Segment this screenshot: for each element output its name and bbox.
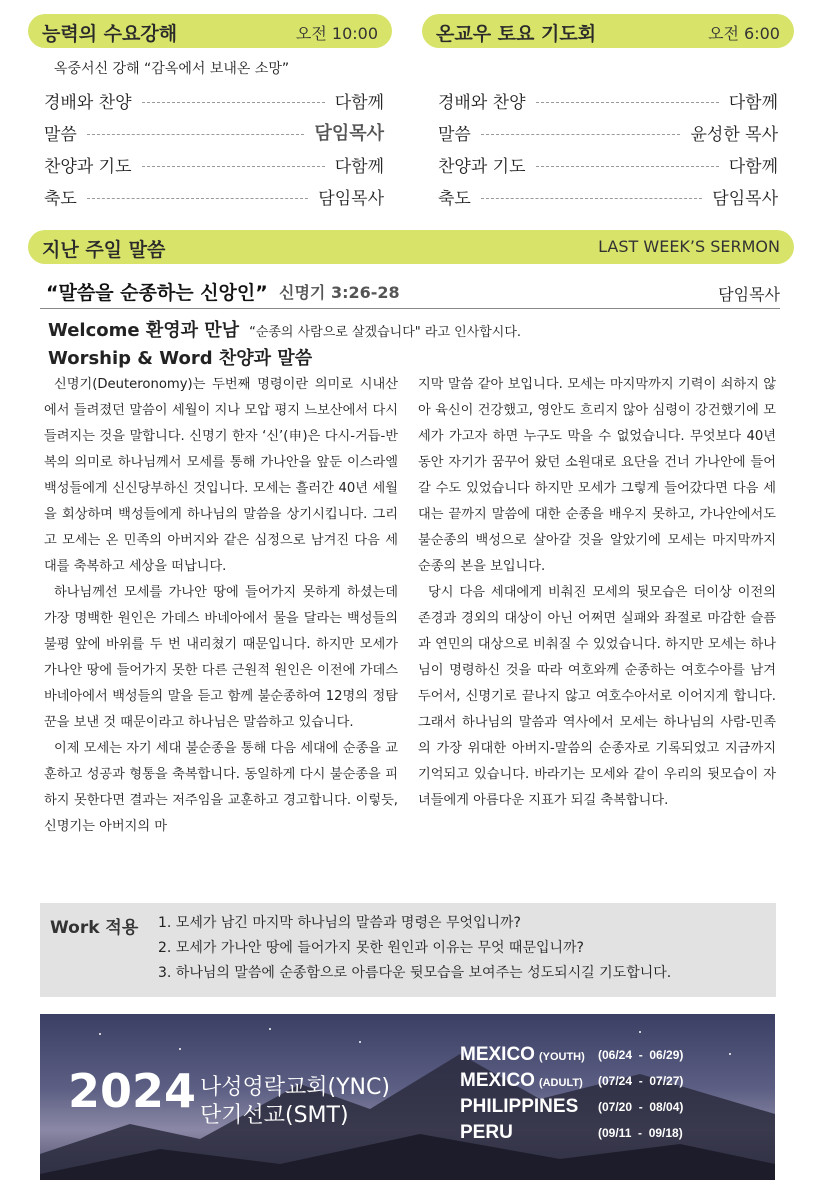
wednesday-order — [44, 84, 384, 212]
trip-country: MEXICO (YOUTH) — [460, 1044, 585, 1065]
order-leader: 담임목사 — [318, 188, 384, 209]
welcome-heading — [48, 316, 521, 342]
order-row — [438, 148, 778, 180]
order-leader: 담임목사 — [712, 188, 778, 209]
saturday-order — [438, 84, 778, 212]
saturday-title: 온교우 토요 기도회 — [436, 23, 597, 45]
order-row — [438, 180, 778, 212]
wednesday-time: 오전 10:00 — [295, 24, 378, 43]
order-part: 경배와 찬양 — [438, 92, 526, 113]
saturday-header — [422, 14, 794, 48]
order-part: 경배와 찬양 — [44, 92, 132, 113]
trip-row — [460, 1122, 720, 1148]
trip-row — [460, 1070, 720, 1096]
work-list — [158, 911, 671, 986]
trip-country: PHILIPPINES — [460, 1096, 579, 1117]
sermon-paragraph: 당시 다음 세대에게 비춰진 모세의 뒷모습은 더이상 이전의 존경과 경외의 대상이 아닌 어쩌면 실패와 좌절로 마감한 슬픔과 연민의 대상으로 비춰질 수 있었습니다. 하지만 모세는 하나님이 명령하신 것을 따라 여호와께 순종하는 여호수아를 남겨두어서, 신명기로 끝나지 않고 여호수아서로 이어지게 합니다. 그래서 하나님의 말씀과 역사에서 모세는 하나님의 사람-민족의 가장 위대한 아버지-말씀의 순종자로 기록되었고 지금까지 기억되고 있습니다. 바라기는 모세와 같이 우리의 뒷모습이 자녀들에게 아름다운 지표가 되길 축복합니다. — [418, 585, 776, 808]
trip-row — [460, 1096, 720, 1122]
work-item: 3. 하나님의 말씀에 순종함으로 아름다운 뒷모습을 보여주는 성도되시길 기도합니다. — [158, 965, 672, 981]
sermon-paragraph: 신명기(Deuteronomy)는 두번째 명령이란 의미로 시내산에서 들려졌던 말씀이 세월이 지나 모압 평지 느보산에서 다시 들려지는 것을 말합니다. 신명기 한자 ‘신’(申)은 다시-거듭-반복의 의미로 하나님께서 모세를 통해 가나안을 앞둔 이스라엘 백성들에게 신신당부하신 것입니다. 모세는 흘러간 40년 세월을 회상하며 백성들에게 하나님의 말씀을 상기시킵니다. 그리고 모세는 온 민족의 아버지와 같은 심정으로 남겨진 다음 세대를 축복하고 세상을 떠납니다. — [44, 377, 398, 574]
last-week-title-en: LAST WEEK’S SERMON — [598, 237, 780, 256]
banner-program: 단기선교(SMT) — [200, 1103, 349, 1128]
wednesday-subtitle: 옥중서신 강해 “감옥에서 보내온 소망” — [54, 61, 290, 77]
order-part: 찬양과 기도 — [438, 156, 526, 177]
order-part: 찬양과 기도 — [44, 156, 132, 177]
order-row — [44, 84, 384, 116]
work-item: 2. 모세가 가나안 땅에 들어가지 못한 원인과 이유는 무엇 때문입니까? — [158, 940, 584, 956]
worship-heading: Worship & Word 찬양과 말씀 — [48, 348, 313, 369]
sermon-column-right — [418, 372, 776, 814]
leader-dots — [142, 166, 325, 167]
banner-year: 2024 — [68, 1064, 197, 1118]
order-leader: 다함께 — [334, 92, 384, 113]
order-row — [44, 148, 384, 180]
leader-dots — [536, 102, 719, 103]
welcome-text: “순종의 사람으로 살겠습니다" 라고 인사합시다. — [249, 325, 522, 340]
trip-row — [460, 1044, 720, 1070]
leader-dots — [481, 198, 702, 199]
mission-banner — [40, 1014, 775, 1180]
leader-dots — [481, 134, 681, 135]
last-week-title: 지난 주일 말씀 — [42, 239, 166, 261]
work-label: Work 적용 — [50, 918, 139, 938]
order-leader: 윤성한 목사 — [690, 124, 778, 145]
order-part: 말씀 — [44, 124, 77, 145]
last-week-header — [28, 230, 794, 264]
order-leader: 담임목사 — [314, 123, 384, 144]
sermon-paragraph: 하나님께선 모세를 가나안 땅에 들어가지 못하게 하셨는데 가장 명백한 원인은 가데스 바네아에서 물을 달라는 백성들의 불평 앞에 바위를 두 번 내리쳤기 때문입니다. 하지만 모세가 가나안 땅에 들어가지 못한 다른 근원적 원인은 이전에 가데스 바네아에서 백성들의 말을 듣고 함께 불순종하여 12명의 정탐꾼을 보낸 것 때문이라고 하나님은 말씀하고 있습니다. — [44, 585, 398, 730]
divider — [40, 308, 780, 309]
order-part: 축도 — [44, 188, 77, 209]
trip-note: (ADULT) — [538, 1077, 583, 1089]
sermon-reference: 신명기 3:26-28 — [279, 283, 400, 302]
sermon-title: “말씀을 순종하는 신앙인” — [46, 282, 268, 304]
leader-dots — [536, 166, 719, 167]
trip-list — [460, 1044, 720, 1148]
order-row — [438, 116, 778, 148]
order-row — [44, 116, 384, 148]
wednesday-title: 능력의 수요강해 — [42, 23, 178, 45]
trip-country: PERU — [460, 1122, 513, 1143]
leader-dots — [87, 134, 305, 135]
order-row — [438, 84, 778, 116]
sermon-column-left — [44, 372, 398, 840]
leader-dots — [142, 102, 325, 103]
order-part: 축도 — [438, 188, 471, 209]
wednesday-header — [28, 14, 392, 48]
sermon-paragraph: 이제 모세는 자기 세대 불순종을 통해 다음 세대에 순종을 교훈하고 성공과 형통을 축복합니다. 동일하게 다시 불순종을 피하지 못한다면 결과는 저주임을 교훈하고 경고합니다. 이렇듯, 신명기는 아버지의 마 — [44, 741, 398, 834]
sermon-paragraph: 지막 말씀 같아 보입니다. 모세는 마지막까지 기력이 쇠하지 않아 육신이 건강했고, 영안도 흐리지 않아 심령이 강건했기에 모세가 가고자 하면 누구도 막을 수 없었습니다. 무엇보다 40년 동안 자기가 꿈꾸어 왔던 소원대로 요단을 건너 가나안에 들어갈 수도 있었습니다 하지만 모세가 그렇게 들어갔다면 다음 세대는 끝까지 말씀에 대한 순종을 배우지 못하고, 가나안에서도 불순종의 백성으로 살아갈 것을 알았기에 모세는 마지막까지 순종의 본을 보입니다. — [418, 377, 776, 574]
order-leader: 다함께 — [728, 156, 778, 177]
trip-dates: (09/11 - 09/18) — [598, 1126, 683, 1140]
trip-dates: (06/24 - 06/29) — [598, 1048, 684, 1062]
trip-country: MEXICO (ADULT) — [460, 1070, 583, 1091]
banner-church: 나성영락교회(YNC) — [200, 1075, 390, 1100]
trip-note: (YOUTH) — [538, 1051, 585, 1063]
order-part: 말씀 — [438, 124, 471, 145]
sermon-preacher: 담임목사 — [718, 285, 780, 304]
work-item: 1. 모세가 남긴 마지막 하나님의 말씀과 명령은 무엇입니까? — [158, 915, 521, 931]
work-box — [40, 903, 776, 997]
order-leader: 다함께 — [728, 92, 778, 113]
trip-dates: (07/20 - 08/04) — [598, 1100, 684, 1114]
leader-dots — [87, 198, 308, 199]
order-row — [44, 180, 384, 212]
welcome-label: Welcome 환영과 만남 — [48, 320, 240, 341]
order-leader: 다함께 — [334, 156, 384, 177]
saturday-time: 오전 6:00 — [708, 24, 780, 43]
trip-dates: (07/24 - 07/27) — [598, 1074, 684, 1088]
